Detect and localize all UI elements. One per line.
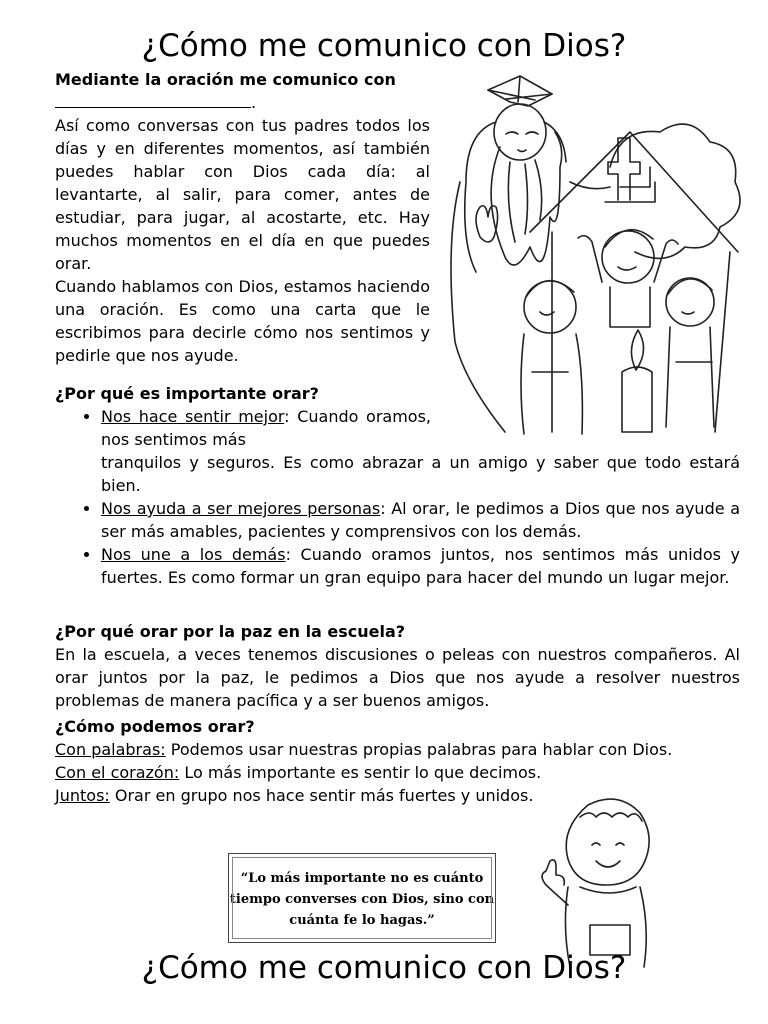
how-item-text: Podemos usar nuestras propias palabras para hablar con Dios. (165, 740, 673, 759)
how-pray-heading: ¿Cómo podemos orar? (55, 717, 255, 736)
intro-paragraph-2: Cuando hablamos con Dios, estamos haciendo una oración. Es como una carta que le escribimos para decirle cómo nos sentimos y pedirle que nos ayude. (55, 277, 430, 365)
intro-section (55, 68, 430, 367)
how-item-term: Con palabras: (55, 740, 166, 759)
list-item-term: Nos hace sentir mejor (101, 407, 285, 426)
how-item-text: Lo más importante es sentir lo que decimos. (179, 763, 542, 782)
peace-section (55, 620, 740, 712)
list-item (101, 543, 740, 589)
boy-thumbs-up-illustration (530, 795, 670, 975)
how-item-text: Orar en grupo nos hace sentir más fuertes y unidos. (109, 786, 534, 805)
how-item-term: Juntos: (55, 786, 110, 805)
quote-line: tiempo converses con Dios, sino con (229, 892, 495, 907)
why-pray-list (55, 405, 740, 451)
how-item (55, 738, 740, 761)
fill-in-blank (55, 93, 251, 108)
how-item-term: Con el corazón: (55, 763, 180, 782)
quote-line: cuánta fe lo hagas.” (289, 913, 435, 928)
list-item-term: Nos ayuda a ser mejores personas (101, 499, 381, 518)
how-pray-section (55, 715, 740, 807)
intro-lead-end: . (251, 93, 257, 112)
intro-lead (55, 68, 430, 114)
list-item-term: Nos une a los demás (101, 545, 286, 564)
list-item-text: : Cuando oramos, nos sentimos más (101, 407, 432, 449)
why-pray-heading: ¿Por qué es importante orar? (55, 384, 319, 403)
list-item (101, 405, 431, 451)
intro-lead-text: Mediante la oración me comunico con (55, 70, 396, 89)
why-pray-list-rest (55, 497, 740, 589)
page-title-footer: ¿Cómo me comunico con Dios? (141, 950, 627, 986)
list-item (101, 497, 740, 543)
peace-text: En la escuela, a veces tenemos discusiones o peleas con nuestros compañeros. Al orar juntos por la paz, le pedimos a Dios que nos ayude a resolver nuestros problemas de manera pacífica y a ser buenos amigos. (55, 645, 740, 710)
why-pray-section (55, 382, 740, 589)
quote-line: “Lo más importante no es cuánto (240, 871, 484, 886)
list-item-text: : Al orar, le pedimos a Dios que nos ayude a ser más amables, pacientes y comprensivos con los demás. (101, 499, 741, 541)
list-item-continuation: tranquilos y seguros. Es como abrazar a un amigo y saber que todo estará bien. (101, 453, 740, 495)
intro-paragraph-1: Así como conversas con tus padres todos los días y en diferentes momentos, así también puedes hablar con Dios cada día: al levantarte, al salir, para comer, antes de estudiar, para jugar, al acostarte, etc. Hay muchos momentos en el día en que puedes orar. (55, 116, 430, 273)
quote-box (228, 853, 496, 943)
peace-heading: ¿Por qué orar por la paz en la escuela? (55, 622, 406, 641)
how-item (55, 761, 740, 784)
page-title: ¿Cómo me comunico con Dios? (141, 28, 627, 64)
list-item-text: : Cuando oramos juntos, nos sentimos más unidos y fuertes. Es como formar un gran equipo para hacer del mundo un lugar mejor. (101, 545, 740, 587)
